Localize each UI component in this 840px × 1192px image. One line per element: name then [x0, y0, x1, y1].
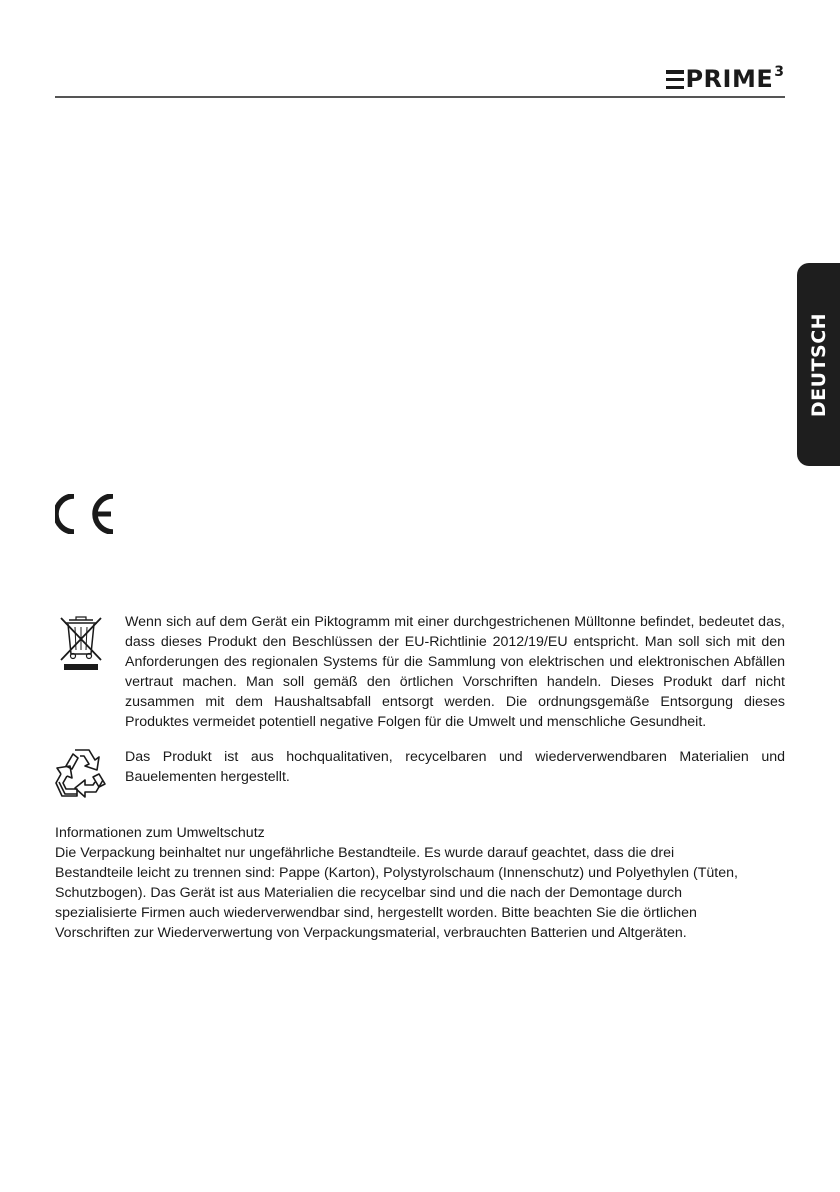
brand-logo — [666, 66, 784, 92]
ce-mark-icon — [55, 494, 117, 534]
environment-line: Schutzbogen). Das Gerät ist aus Materialien die recycelbar sind und die nach der Demontage durch — [55, 885, 682, 901]
crossed-out-bin-icon — [56, 614, 106, 672]
environment-line: spezialisierte Firmen auch wiederverwendbar sind, hergestellt worden. Bitte beachten Sie die örtlichen — [55, 905, 697, 921]
recyclable-materials-text: Das Produkt ist aus hochqualitativen, recycelbaren und wiederverwendbaren Materialien und Bauelementen hergestellt. — [125, 749, 785, 785]
language-tab — [797, 263, 840, 466]
environment-line: Die Verpackung beinhaltet nur ungefährliche Bestandteile. Es wurde darauf geachtet, dass die drei — [55, 845, 675, 861]
environment-info-section — [55, 823, 785, 943]
recycle-icon — [53, 744, 111, 802]
language-tab-label: DEUTSCH — [807, 312, 830, 417]
logo-bars-icon — [666, 70, 684, 89]
logo-text: PRIME — [685, 65, 774, 93]
weee-disposal-text: Wenn sich auf dem Gerät ein Piktogramm mit einer durchgestrichenen Mülltonne befindet, bedeutet das, dass dieses Produkt den Beschlüssen der EU-Richtlinie 2012/19/EU entspricht. Man soll sich mit den Anforderungen des regionalen Systems für die Sammlung von elektrischen und elektronischen Abfällen vertraut machen. Man soll gemäß den örtlichen Vorschriften handeln. Dieses Produkt darf nicht zusammen mit dem Haushaltsabfall entsorgt werden. Die ordnungsgemäße Entsorgung dieses Produktes vermeidet potentiell negative Folgen für die Umwelt und menschliche Gesundheit. — [125, 614, 785, 730]
logo-superscript: 3 — [774, 64, 784, 80]
environment-line: Vorschriften zur Wiederverwertung von Verpackungsmaterial, verbrauchten Batterien und Altgeräten. — [55, 925, 687, 941]
environment-line: Bestandteile leicht zu trennen sind: Pappe (Karton), Polystyrolschaum (Innenschutz) und Polyethylen (Tüten, — [55, 865, 738, 881]
header-divider — [55, 96, 785, 98]
environment-heading: Informationen zum Umweltschutz — [55, 825, 265, 841]
